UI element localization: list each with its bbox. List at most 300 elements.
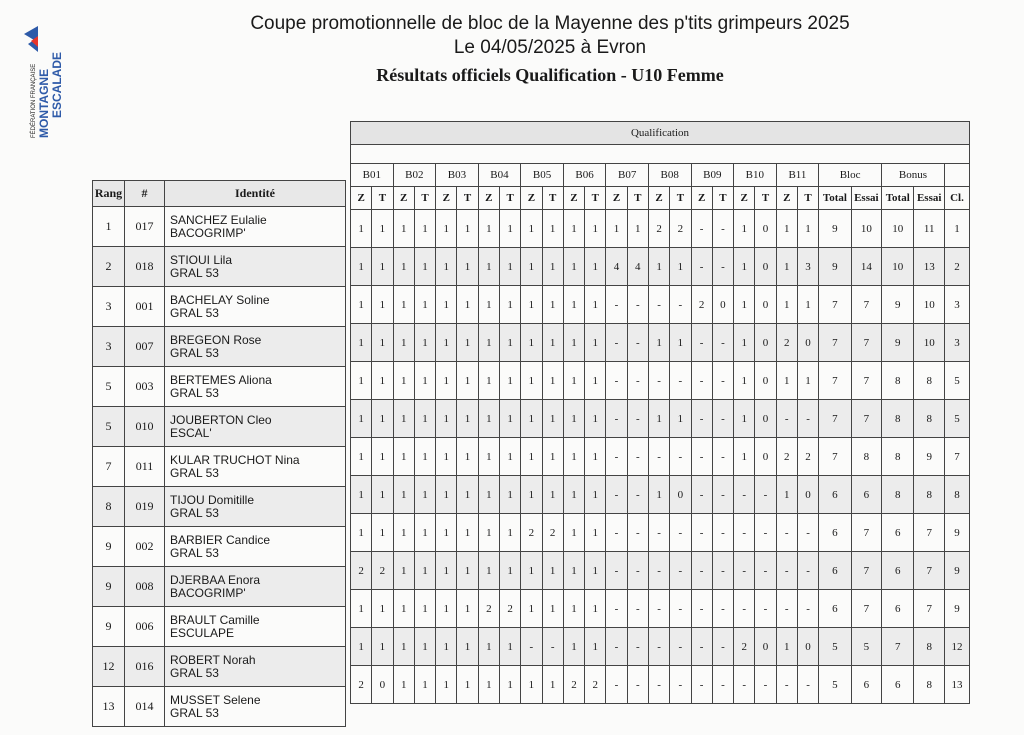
identity-cell xyxy=(165,207,346,247)
top-cell: 1 xyxy=(585,590,606,628)
top-cell: - xyxy=(627,476,648,514)
bloc-essai-header: Essai xyxy=(851,187,881,210)
bonus-essai-cell: 11 xyxy=(914,210,944,248)
top-cell: 0 xyxy=(755,286,776,324)
athlete-name: JOUBERTON Cleo xyxy=(170,412,272,427)
top-cell: 1 xyxy=(585,400,606,438)
zone-cell: 1 xyxy=(436,248,457,286)
ffme-logo xyxy=(16,10,66,140)
top-cell: 1 xyxy=(414,590,435,628)
zone-cell: 1 xyxy=(393,286,414,324)
top-cell: 1 xyxy=(372,590,393,628)
svg-text:ESCALADE: ESCALADE xyxy=(50,51,64,118)
top-cell: - xyxy=(797,552,818,590)
bib-number-cell: 011 xyxy=(125,447,165,487)
top-cell: 1 xyxy=(414,476,435,514)
zone-header: Z xyxy=(563,187,584,210)
classement-cell: 7 xyxy=(944,438,969,476)
table-row xyxy=(351,590,970,628)
zone-cell: - xyxy=(691,514,712,552)
top-cell: 2 xyxy=(797,438,818,476)
identity-cell xyxy=(165,367,346,407)
top-cell: 1 xyxy=(372,514,393,552)
bloc-total-cell: 7 xyxy=(819,286,851,324)
zone-cell: 1 xyxy=(478,476,499,514)
zone-cell: - xyxy=(776,552,797,590)
top-header: T xyxy=(670,187,691,210)
top-cell: - xyxy=(670,666,691,704)
bloc-header: B08 xyxy=(648,164,691,187)
top-cell: - xyxy=(712,362,733,400)
zone-header: Z xyxy=(393,187,414,210)
bloc-essai-cell: 6 xyxy=(851,476,881,514)
table-row xyxy=(93,207,346,247)
zone-header: Z xyxy=(436,187,457,210)
top-cell: - xyxy=(797,514,818,552)
zone-cell: 1 xyxy=(521,666,542,704)
zone-header: Z xyxy=(606,187,627,210)
top-cell: - xyxy=(755,476,776,514)
top-cell: 1 xyxy=(372,210,393,248)
bloc-total-cell: 7 xyxy=(819,324,851,362)
top-cell: - xyxy=(712,666,733,704)
top-cell: 1 xyxy=(542,400,563,438)
zone-cell: 1 xyxy=(521,362,542,400)
top-cell: - xyxy=(670,590,691,628)
top-cell: 1 xyxy=(499,362,520,400)
bloc-header: B07 xyxy=(606,164,649,187)
club-name: BACOGRIMP' xyxy=(170,225,246,240)
zone-cell: 2 xyxy=(478,590,499,628)
zone-cell: 1 xyxy=(734,438,755,476)
zone-cell: 1 xyxy=(648,248,669,286)
zone-cell: 1 xyxy=(563,438,584,476)
zone-cell: 1 xyxy=(436,666,457,704)
rang-cell: 12 xyxy=(93,647,125,687)
bonus-total-cell: 6 xyxy=(882,552,914,590)
zone-cell: 1 xyxy=(563,476,584,514)
table-row xyxy=(351,438,970,476)
zone-cell: - xyxy=(691,400,712,438)
identity-cell xyxy=(165,607,346,647)
zone-cell: 1 xyxy=(393,514,414,552)
zone-cell: 1 xyxy=(521,400,542,438)
zone-cell: 1 xyxy=(563,362,584,400)
zone-cell: 1 xyxy=(478,362,499,400)
identity-cell xyxy=(165,447,346,487)
rang-cell: 8 xyxy=(93,487,125,527)
zone-cell: - xyxy=(776,514,797,552)
bloc-total-cell: 7 xyxy=(819,438,851,476)
table-row xyxy=(351,286,970,324)
zone-cell: 1 xyxy=(351,476,372,514)
bonus-total-cell: 10 xyxy=(882,210,914,248)
table-row xyxy=(93,327,346,367)
zone-cell: - xyxy=(606,476,627,514)
athlete-name: KULAR TRUCHOT Nina xyxy=(170,452,300,467)
top-header: T xyxy=(372,187,393,210)
number-header: # xyxy=(125,181,165,207)
table-row xyxy=(351,248,970,286)
top-cell: 1 xyxy=(457,552,478,590)
athlete-name: BREGEON Rose xyxy=(170,332,262,347)
table-row xyxy=(93,407,346,447)
zone-cell: 1 xyxy=(734,210,755,248)
zone-cell: 1 xyxy=(478,552,499,590)
zone-cell: - xyxy=(648,362,669,400)
athlete-name: BACHELAY Soline xyxy=(170,292,270,307)
bib-number-cell: 007 xyxy=(125,327,165,367)
qualification-table xyxy=(350,121,970,704)
rang-cell: 9 xyxy=(93,567,125,607)
top-cell: 0 xyxy=(755,210,776,248)
rang-cell: 2 xyxy=(93,247,125,287)
bonus-essai-cell: 10 xyxy=(914,286,944,324)
rang-cell: 9 xyxy=(93,607,125,647)
top-cell: 1 xyxy=(457,362,478,400)
top-cell: - xyxy=(712,628,733,666)
bloc-header: B09 xyxy=(691,164,734,187)
top-cell: 0 xyxy=(755,362,776,400)
top-cell: 1 xyxy=(372,628,393,666)
top-cell: 1 xyxy=(457,476,478,514)
zone-cell: 1 xyxy=(351,514,372,552)
zone-cell: 1 xyxy=(478,248,499,286)
zone-cell: 1 xyxy=(648,476,669,514)
competition-date: Le 04/05/2025 à Evron xyxy=(453,37,647,58)
zone-cell: - xyxy=(606,362,627,400)
top-cell: 1 xyxy=(585,324,606,362)
bloc-total-header: Total xyxy=(819,187,851,210)
table-row xyxy=(93,647,346,687)
zone-cell: 1 xyxy=(734,324,755,362)
top-header: T xyxy=(755,187,776,210)
identity-cell xyxy=(165,407,346,447)
top-cell: - xyxy=(755,552,776,590)
table-row xyxy=(351,514,970,552)
zone-cell: 2 xyxy=(776,324,797,362)
top-cell: 1 xyxy=(414,514,435,552)
top-cell: 1 xyxy=(372,248,393,286)
top-cell: 1 xyxy=(542,362,563,400)
classement-cell: 8 xyxy=(944,476,969,514)
bonus-essai-cell: 8 xyxy=(914,476,944,514)
zone-cell: 1 xyxy=(563,248,584,286)
table-row xyxy=(351,210,970,248)
top-cell: 1 xyxy=(457,400,478,438)
top-cell: 1 xyxy=(670,248,691,286)
top-cell: 1 xyxy=(499,210,520,248)
club-name: GRAL 53 xyxy=(170,545,219,560)
zone-cell: - xyxy=(691,362,712,400)
top-cell: 1 xyxy=(499,248,520,286)
top-cell: 4 xyxy=(627,248,648,286)
rang-cell: 1 xyxy=(93,207,125,247)
zone-cell: 1 xyxy=(563,590,584,628)
zone-cell: 1 xyxy=(393,324,414,362)
athlete-name: TIJOU Domitille xyxy=(170,492,255,507)
bloc-header: B02 xyxy=(393,164,436,187)
zone-cell: 1 xyxy=(776,286,797,324)
zone-cell: 1 xyxy=(478,400,499,438)
svg-text:FÉDÉRATION FRANÇAISE: FÉDÉRATION FRANÇAISE xyxy=(31,63,37,138)
zone-cell: 1 xyxy=(351,438,372,476)
bonus-essai-cell: 9 xyxy=(914,438,944,476)
top-cell: 1 xyxy=(457,210,478,248)
top-cell: 1 xyxy=(372,400,393,438)
zone-cell: - xyxy=(648,552,669,590)
rang-cell: 5 xyxy=(93,407,125,447)
bloc-essai-cell: 7 xyxy=(851,324,881,362)
table-row xyxy=(351,666,970,704)
top-cell: - xyxy=(627,324,648,362)
zone-cell: - xyxy=(648,514,669,552)
top-cell: 2 xyxy=(372,552,393,590)
zone-cell: 1 xyxy=(521,324,542,362)
top-cell: - xyxy=(755,590,776,628)
classement-cell: 2 xyxy=(944,248,969,286)
zone-cell: 2 xyxy=(351,552,372,590)
top-cell: 1 xyxy=(627,210,648,248)
top-cell: 1 xyxy=(499,628,520,666)
zone-cell: 4 xyxy=(606,248,627,286)
top-cell: 1 xyxy=(414,286,435,324)
athlete-name: STIOUI Lila xyxy=(170,252,233,267)
bloc-total-cell: 9 xyxy=(819,210,851,248)
top-cell: 1 xyxy=(457,324,478,362)
rang-cell: 3 xyxy=(93,327,125,367)
club-name: GRAL 53 xyxy=(170,305,219,320)
bonus-total-cell: 7 xyxy=(882,628,914,666)
top-cell: 1 xyxy=(414,210,435,248)
zone-cell: 1 xyxy=(521,210,542,248)
classement-cell: 12 xyxy=(944,628,969,666)
zone-cell: 1 xyxy=(734,362,755,400)
bib-number-cell: 019 xyxy=(125,487,165,527)
classement-cell: 9 xyxy=(944,590,969,628)
zone-cell: - xyxy=(691,248,712,286)
svg-text:MONTAGNE: MONTAGNE xyxy=(37,68,51,138)
zone-cell: 1 xyxy=(393,362,414,400)
zone-cell: 2 xyxy=(648,210,669,248)
zone-header: Z xyxy=(691,187,712,210)
zone-cell: 1 xyxy=(521,286,542,324)
identity-cell xyxy=(165,687,346,727)
zone-cell: - xyxy=(776,666,797,704)
bonus-essai-cell: 8 xyxy=(914,628,944,666)
bloc-essai-cell: 8 xyxy=(851,438,881,476)
top-cell: 1 xyxy=(414,666,435,704)
classement-cell: 9 xyxy=(944,514,969,552)
top-header: T xyxy=(499,187,520,210)
identity-cell xyxy=(165,327,346,367)
top-cell: 1 xyxy=(542,590,563,628)
bloc-essai-cell: 5 xyxy=(851,628,881,666)
bloc-essai-cell: 7 xyxy=(851,552,881,590)
zone-cell: 1 xyxy=(563,514,584,552)
bloc-header: B04 xyxy=(478,164,521,187)
athlete-name: BERTEMES Aliona xyxy=(170,372,272,387)
bonus-total-cell: 8 xyxy=(882,476,914,514)
zone-cell: 1 xyxy=(436,590,457,628)
bloc-total-cell: 6 xyxy=(819,590,851,628)
zone-cell: 1 xyxy=(478,210,499,248)
zone-cell: - xyxy=(776,590,797,628)
top-cell: 0 xyxy=(797,324,818,362)
top-cell: 1 xyxy=(457,286,478,324)
zone-cell: - xyxy=(691,438,712,476)
top-cell: 1 xyxy=(542,552,563,590)
top-cell: 3 xyxy=(797,248,818,286)
zone-cell: 1 xyxy=(478,514,499,552)
zone-cell: 1 xyxy=(734,400,755,438)
zone-cell: 1 xyxy=(351,324,372,362)
zone-cell: - xyxy=(606,438,627,476)
classement-cell: 9 xyxy=(944,552,969,590)
zone-cell: - xyxy=(606,514,627,552)
bonus-essai-cell: 7 xyxy=(914,514,944,552)
bloc-essai-cell: 7 xyxy=(851,286,881,324)
table-row xyxy=(351,552,970,590)
club-name: GRAL 53 xyxy=(170,705,219,720)
zone-cell: - xyxy=(606,590,627,628)
bloc-total-cell: 6 xyxy=(819,552,851,590)
table-row xyxy=(93,287,346,327)
top-cell: 1 xyxy=(670,324,691,362)
top-cell: 1 xyxy=(457,514,478,552)
bonus-total-cell: 8 xyxy=(882,362,914,400)
zone-cell: 1 xyxy=(563,552,584,590)
top-cell: - xyxy=(627,286,648,324)
top-cell: - xyxy=(712,590,733,628)
club-name: ESCULAPE xyxy=(170,625,235,640)
top-cell: - xyxy=(670,362,691,400)
bloc-essai-cell: 7 xyxy=(851,362,881,400)
top-cell: 1 xyxy=(585,514,606,552)
top-cell: - xyxy=(670,552,691,590)
classement-cell: 1 xyxy=(944,210,969,248)
spacer-row xyxy=(351,145,970,164)
zone-cell: 1 xyxy=(521,438,542,476)
top-cell: 0 xyxy=(755,628,776,666)
zone-cell: 1 xyxy=(351,362,372,400)
bloc-essai-cell: 14 xyxy=(851,248,881,286)
zone-cell: 1 xyxy=(351,286,372,324)
bib-number-cell: 003 xyxy=(125,367,165,407)
bloc-total-cell: 7 xyxy=(819,362,851,400)
top-cell: 1 xyxy=(797,286,818,324)
bonus-total-cell: 9 xyxy=(882,324,914,362)
top-cell: 1 xyxy=(457,438,478,476)
top-cell: 0 xyxy=(755,438,776,476)
top-cell: 0 xyxy=(755,248,776,286)
bonus-group-header: Bonus xyxy=(882,164,945,187)
table-row xyxy=(93,367,346,407)
zone-cell: 1 xyxy=(521,248,542,286)
top-cell: - xyxy=(712,400,733,438)
zone-cell: 1 xyxy=(393,248,414,286)
identity-cell xyxy=(165,247,346,287)
top-cell: - xyxy=(627,400,648,438)
zone-cell: 1 xyxy=(563,400,584,438)
top-cell: 0 xyxy=(797,476,818,514)
zone-header: Z xyxy=(776,187,797,210)
club-name: GRAL 53 xyxy=(170,265,219,280)
bonus-essai-cell: 8 xyxy=(914,362,944,400)
table-row xyxy=(93,567,346,607)
table-row xyxy=(93,247,346,287)
zone-cell: 1 xyxy=(521,552,542,590)
zone-cell: 1 xyxy=(393,666,414,704)
top-cell: 1 xyxy=(585,286,606,324)
zone-cell: 2 xyxy=(776,438,797,476)
top-cell: - xyxy=(712,514,733,552)
top-cell: - xyxy=(670,628,691,666)
athlete-name: BARBIER Candice xyxy=(170,532,271,547)
top-header: T xyxy=(585,187,606,210)
table-row xyxy=(93,447,346,487)
top-header: T xyxy=(712,187,733,210)
top-cell: 1 xyxy=(499,666,520,704)
zone-cell: 1 xyxy=(478,628,499,666)
bib-number-cell: 008 xyxy=(125,567,165,607)
classement-cell: 3 xyxy=(944,324,969,362)
top-cell: - xyxy=(670,514,691,552)
bloc-total-cell: 7 xyxy=(819,400,851,438)
zone-cell: 1 xyxy=(563,210,584,248)
top-cell: 2 xyxy=(585,666,606,704)
top-cell: 1 xyxy=(542,476,563,514)
zone-header: Z xyxy=(351,187,372,210)
table-row xyxy=(93,607,346,647)
top-cell: - xyxy=(627,666,648,704)
bloc-total-cell: 5 xyxy=(819,666,851,704)
top-cell: 1 xyxy=(499,438,520,476)
top-cell: 2 xyxy=(499,590,520,628)
zone-cell: 1 xyxy=(436,210,457,248)
zone-cell: - xyxy=(606,286,627,324)
rang-cell: 5 xyxy=(93,367,125,407)
ranking-table xyxy=(92,180,346,727)
zone-cell: 1 xyxy=(648,324,669,362)
zone-cell: 2 xyxy=(563,666,584,704)
bonus-total-cell: 6 xyxy=(882,514,914,552)
zone-cell: 1 xyxy=(393,476,414,514)
bloc-total-cell: 6 xyxy=(819,514,851,552)
table-row xyxy=(93,487,346,527)
bloc-header: B06 xyxy=(563,164,606,187)
top-cell: 1 xyxy=(499,476,520,514)
top-cell: 1 xyxy=(457,666,478,704)
zone-cell: 2 xyxy=(351,666,372,704)
zone-cell: - xyxy=(648,438,669,476)
bonus-essai-cell: 10 xyxy=(914,324,944,362)
top-cell: 1 xyxy=(585,552,606,590)
top-cell: 1 xyxy=(414,628,435,666)
top-cell: - xyxy=(627,362,648,400)
zone-cell: 1 xyxy=(436,324,457,362)
bib-number-cell: 018 xyxy=(125,247,165,287)
top-cell: - xyxy=(755,666,776,704)
athlete-name: DJERBAA Enora xyxy=(170,572,261,587)
zone-cell: 1 xyxy=(436,552,457,590)
top-header: T xyxy=(797,187,818,210)
bloc-group-header: Bloc xyxy=(819,164,882,187)
identity-cell xyxy=(165,287,346,327)
zone-cell: 1 xyxy=(351,210,372,248)
top-cell: 0 xyxy=(712,286,733,324)
bloc-header: B11 xyxy=(776,164,819,187)
